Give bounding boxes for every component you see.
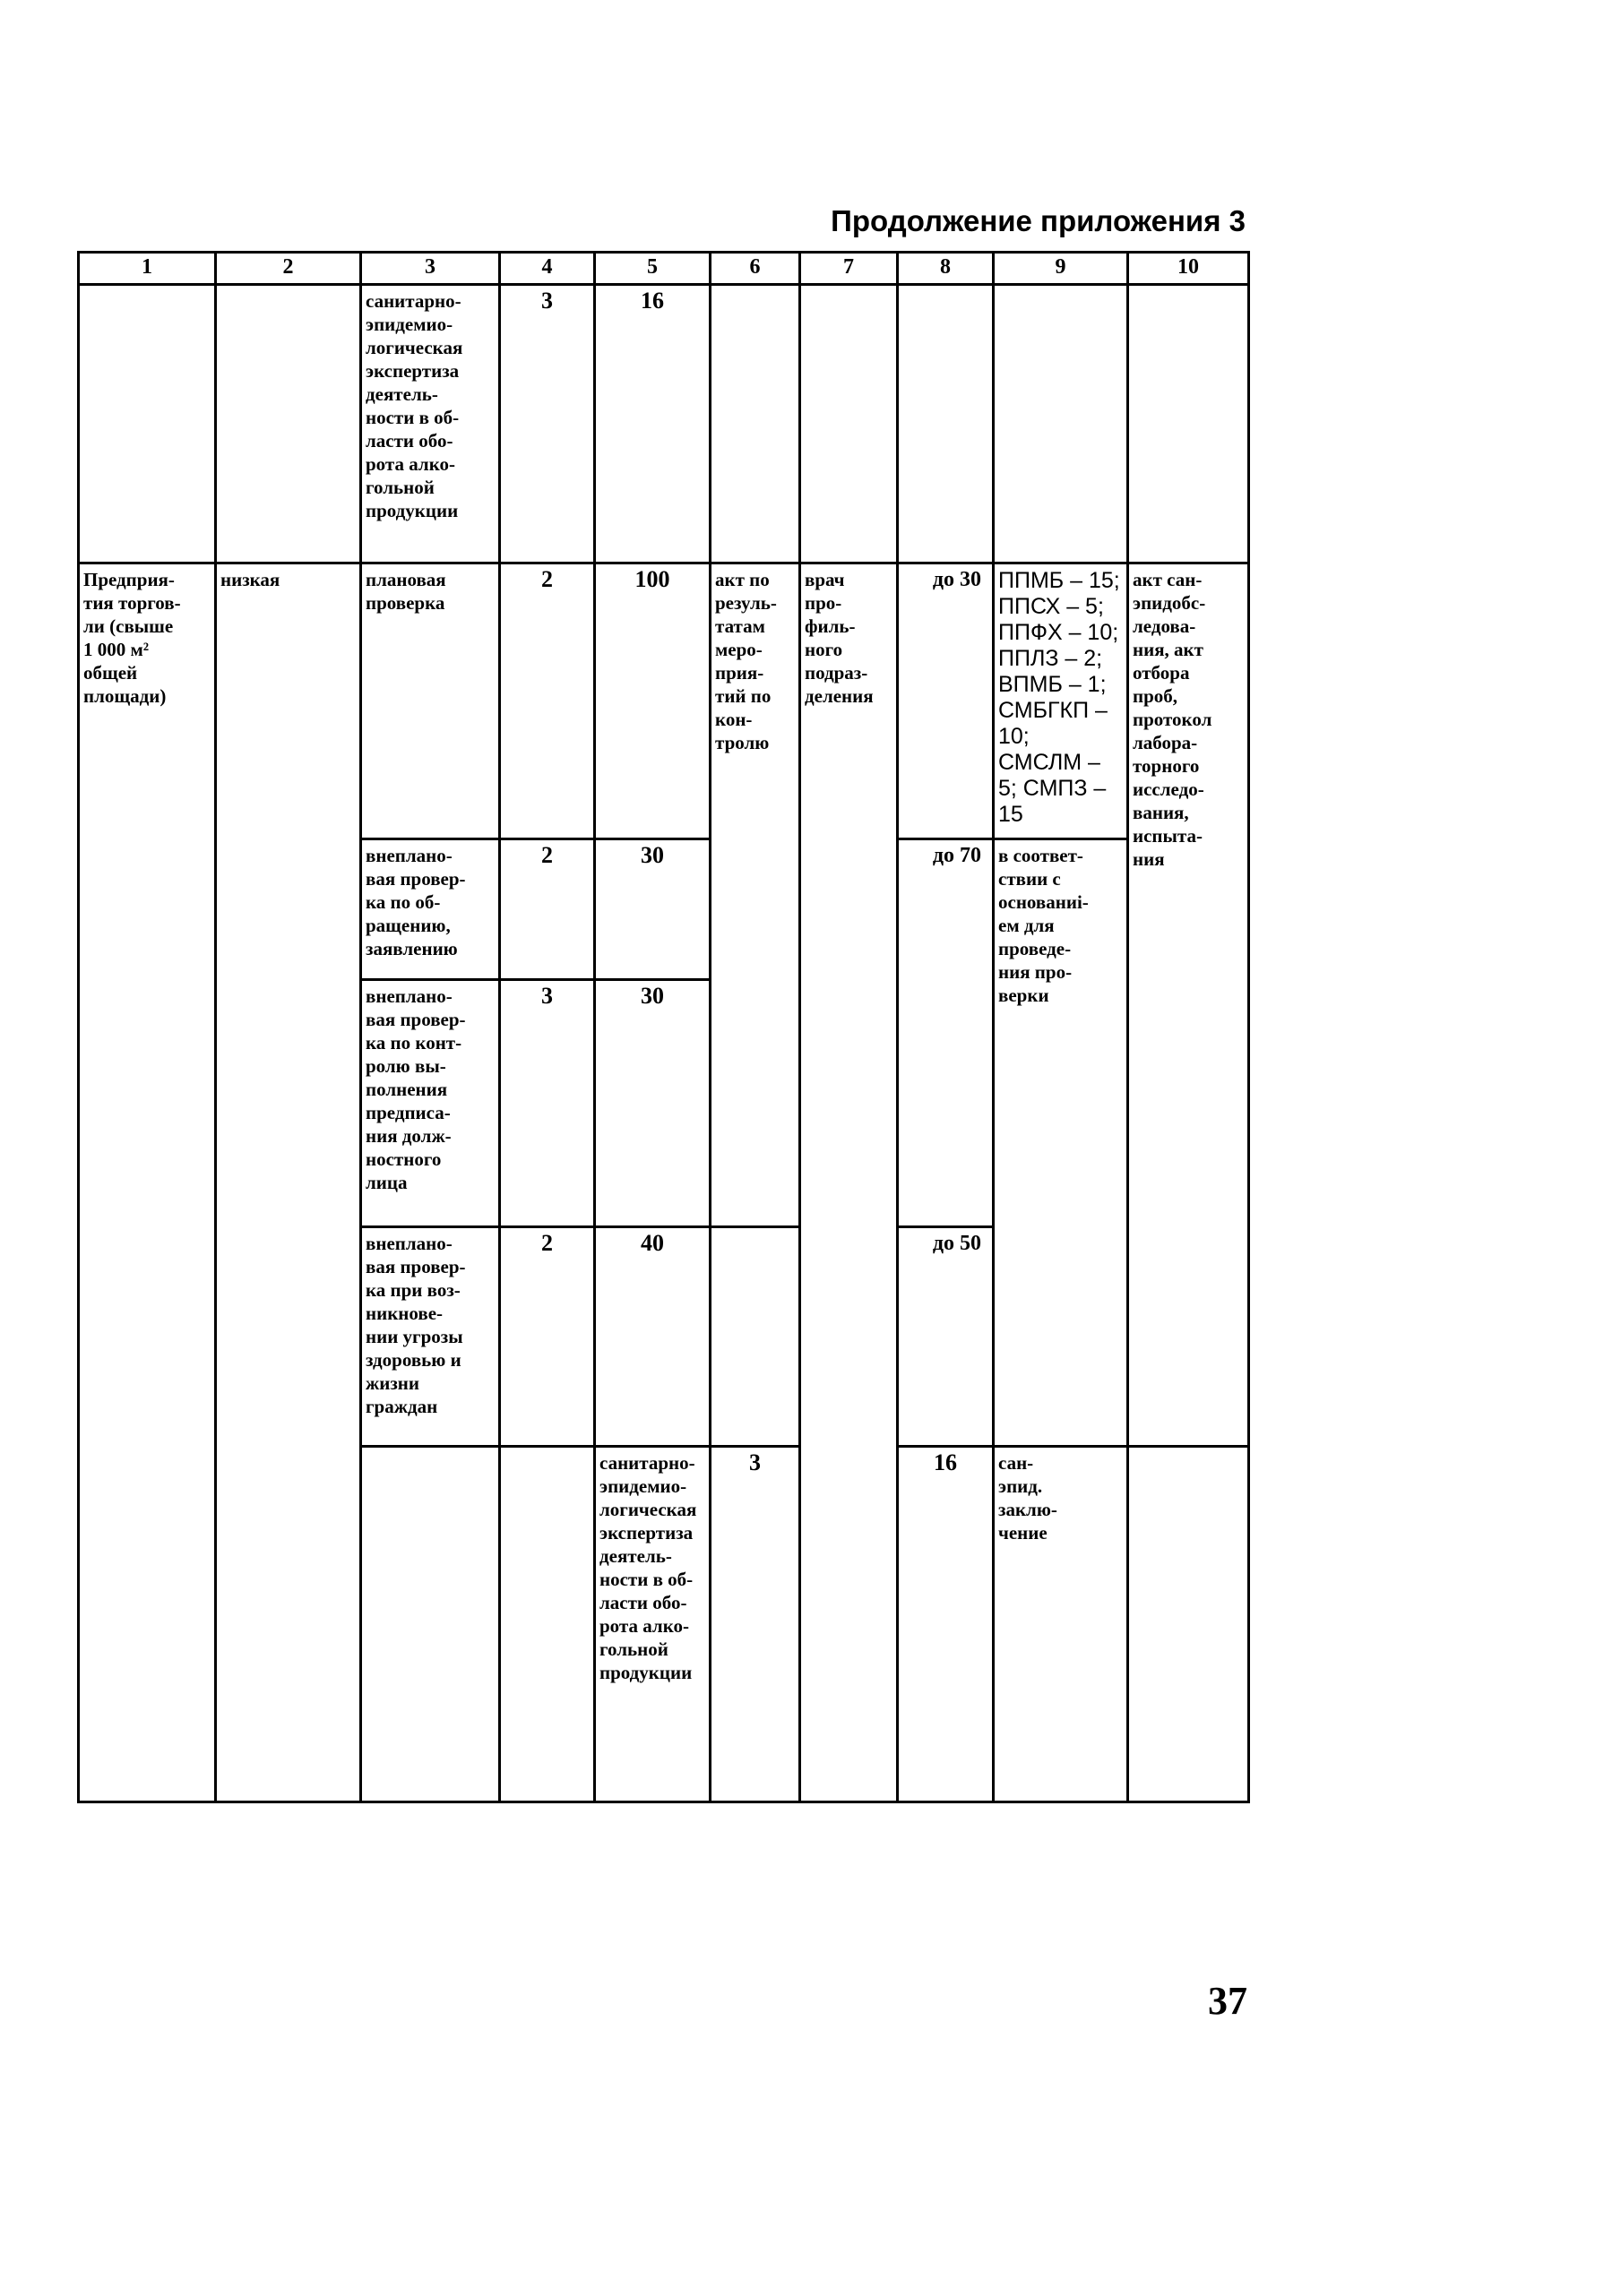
column-number: 7 [800,253,898,285]
result-document-cell: акт по резуль- татам меро- прия- тий по кон- тролю [711,563,800,1227]
column-number: 6 [711,253,800,285]
value-cell: 2 [500,1227,595,1447]
column-number: 3 [361,253,500,285]
empty-cell [994,285,1128,563]
column-number: 4 [500,253,595,285]
value-cell: 3 [500,980,595,1227]
column-number: 8 [898,253,994,285]
value-cell: 16 [595,285,711,563]
empty-cell [711,1227,800,1447]
empty-cell [216,285,361,563]
value-cell: до 50 [898,1227,994,1447]
value-cell: до 70 [898,839,994,1227]
value-cell: 2 [500,563,595,839]
column-number: 9 [994,253,1128,285]
value-cell: 16 [898,1447,994,1802]
value-cell: до 30 [898,563,994,839]
table-row [79,285,1249,563]
value-cell: 30 [595,839,711,980]
inspection-type-cell: внеплано- вая провер- ка при воз- никнове- нии угрозы здоровью и жизни граждан [361,1227,500,1447]
value-cell: 40 [595,1227,711,1447]
empty-cell [79,285,216,563]
column-number-row [79,253,1249,285]
inspection-type-cell: внеплано- вая провер- ка по об- ращению, заявлению [361,839,500,980]
empty-cell [500,1447,595,1802]
inspection-type-cell: внеплано- вая провер- ка по конт- ролю вы- полнения предписа- ния долж- ностного лица [361,980,500,1227]
column-number: 2 [216,253,361,285]
result-document-cell: сан- эпид. заклю- чение [994,1447,1128,1802]
inspection-table [77,251,1250,1803]
column-number: 1 [79,253,216,285]
empty-cell [1128,285,1249,563]
inspection-type-cell: санитарно- эпидемио- логическая экспертиза деятель- ности в об- ласти обо- рота алко- гольной продукции [595,1447,711,1802]
value-cell: 3 [711,1447,800,1802]
research-list-cell: ППМБ – 15; ППСХ – 5; ППФХ – 10; ППЛЗ – 2; ВПМБ – 1; СМБГКП – 10; СМСЛМ – 5; СМПЗ – 15 [994,563,1128,839]
continuation-heading: Продолжение приложения 3 [831,204,1246,237]
inspection-type-cell: санитарно- эпидемио- логическая экспертиза деятель- ности в об- ласти обо- рота алко- гольной продукции [361,285,500,563]
research-basis-cell: в соответ- ствии с основаниi- ем для проведе- ния про- верки [994,839,1128,1447]
empty-cell [1128,1447,1249,1802]
page-number: 37 [1208,1979,1247,2023]
value-cell: 30 [595,980,711,1227]
inspection-type-cell: плановая проверка [361,563,500,839]
column-number: 5 [595,253,711,285]
enterprise-type-cell: Предприя- тия торгов- ли (свыше 1 000 м² общей площади) [79,563,216,1802]
empty-cell [898,285,994,563]
value-cell: 3 [500,285,595,563]
value-cell: 2 [500,839,595,980]
empty-cell [800,285,898,563]
empty-cell [711,285,800,563]
table-row [79,563,1249,839]
empty-cell [361,1447,500,1802]
result-document-cell: акт сан- эпидобс- ледова- ния, акт отбора проб, протокол лабора- торного исследо- вания, испыта- ния [1128,563,1249,1447]
value-cell: 100 [595,563,711,839]
column-number: 10 [1128,253,1249,285]
specialist-cell: врач про- филь- ного подраз- деления [800,563,898,1802]
risk-category-cell: низкая [216,563,361,1802]
